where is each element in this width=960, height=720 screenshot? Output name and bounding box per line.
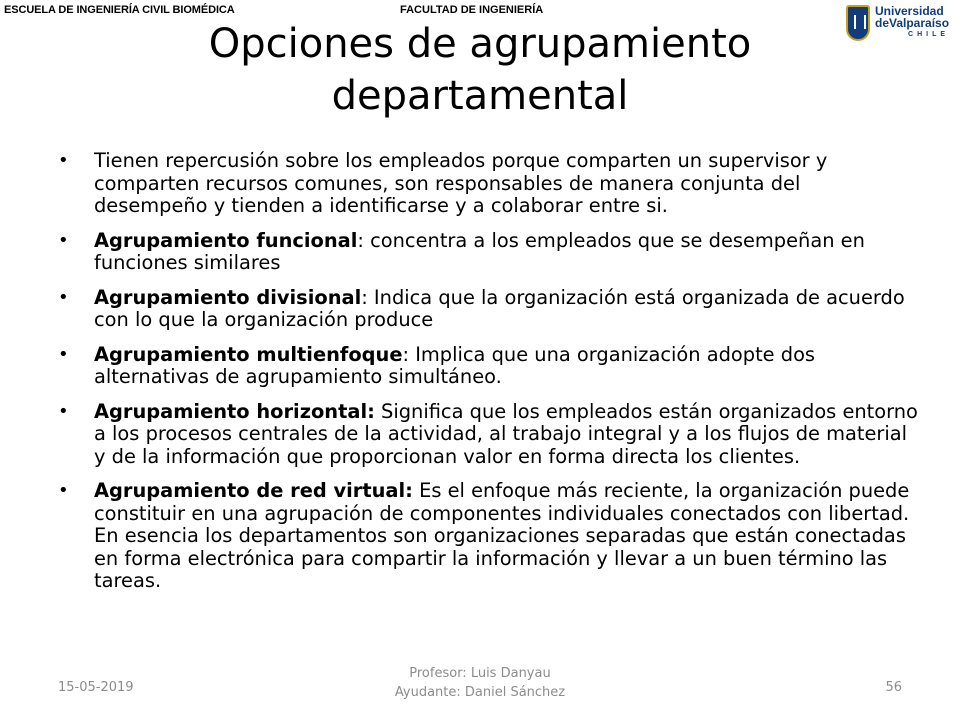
bullet-item (58, 401, 918, 469)
university-logo (846, 2, 956, 44)
bullet-item (58, 287, 918, 332)
logo-line-2: deValparaíso (875, 16, 950, 30)
logo-line-3: CHILE (908, 31, 950, 38)
bullet-term: Agrupamiento funcional (94, 228, 358, 252)
bullet-dot-icon: • (58, 400, 69, 422)
bullet-dot-icon: • (58, 480, 69, 501)
footer-credits (330, 664, 630, 702)
bullet-list (58, 150, 918, 605)
header-faculty-name: FACULTAD DE INGENIERÍA (400, 4, 544, 16)
university-seal-icon (846, 5, 870, 41)
logo-line-1: Universidad (875, 4, 944, 18)
footer-date: 15-05-2019 (58, 680, 134, 695)
logo-text (875, 5, 949, 41)
bullet-text: : Implica que una organización adopte dos alternativas de agrupamiento simultáneo. (94, 342, 816, 388)
bullet-dot-icon: • (58, 343, 69, 365)
bullet-text: Significa que los empleados están organizados entorno a los procesos centrales de la actividad, al trabajo integral y a los flujos de material y de la información que proporcionan valor en forma directa los clientes. (94, 399, 918, 468)
bullet-text: : concentra a los empleados que se desempeñan en funciones similares (94, 228, 865, 274)
footer-assistant: Ayudante: Daniel Sánchez (394, 685, 566, 700)
bullet-term: Agrupamiento de red virtual: (94, 479, 413, 502)
bullet-item (58, 150, 918, 218)
slide-title: Opciones de agrupamiento departamental (208, 21, 752, 119)
bullet-term: Agrupamiento multienfoque (94, 342, 403, 366)
bullet-dot-icon: • (58, 229, 69, 251)
bullet-term: Agrupamiento horizontal: (94, 399, 375, 423)
footer-professor: Profesor: Luis Danyau (409, 666, 551, 681)
bullet-dot-icon: • (58, 286, 69, 308)
header-school-name: ESCUELA DE INGENIERÍA CIVIL BIOMÉDICA (4, 4, 235, 16)
bullet-text: : Indica que la organización está organizada de acuerdo con lo que la organización produce (94, 285, 905, 331)
bullet-term: Agrupamiento divisional (94, 285, 362, 309)
bullet-dot-icon: • (58, 150, 69, 171)
bullet-item (58, 480, 918, 593)
bullet-text: Es el enfoque más reciente, la organización puede constituir en una agrupación de componentes individuales conectados con libertad. En esencia los departamentos son organizaciones separadas que están conectadas en forma electrónica para compartir la información y llevar a un buen término las tareas. (94, 479, 910, 592)
slide-number: 56 (885, 680, 902, 695)
bullet-item (58, 230, 918, 275)
bullet-item (58, 344, 918, 389)
bullet-text: Tienen repercusión sobre los empleados porque comparten un supervisor y comparten recursos comunes, son responsables de manera conjunta del desempeño y tienden a identificarse y a colaborar entre si. (94, 149, 828, 217)
